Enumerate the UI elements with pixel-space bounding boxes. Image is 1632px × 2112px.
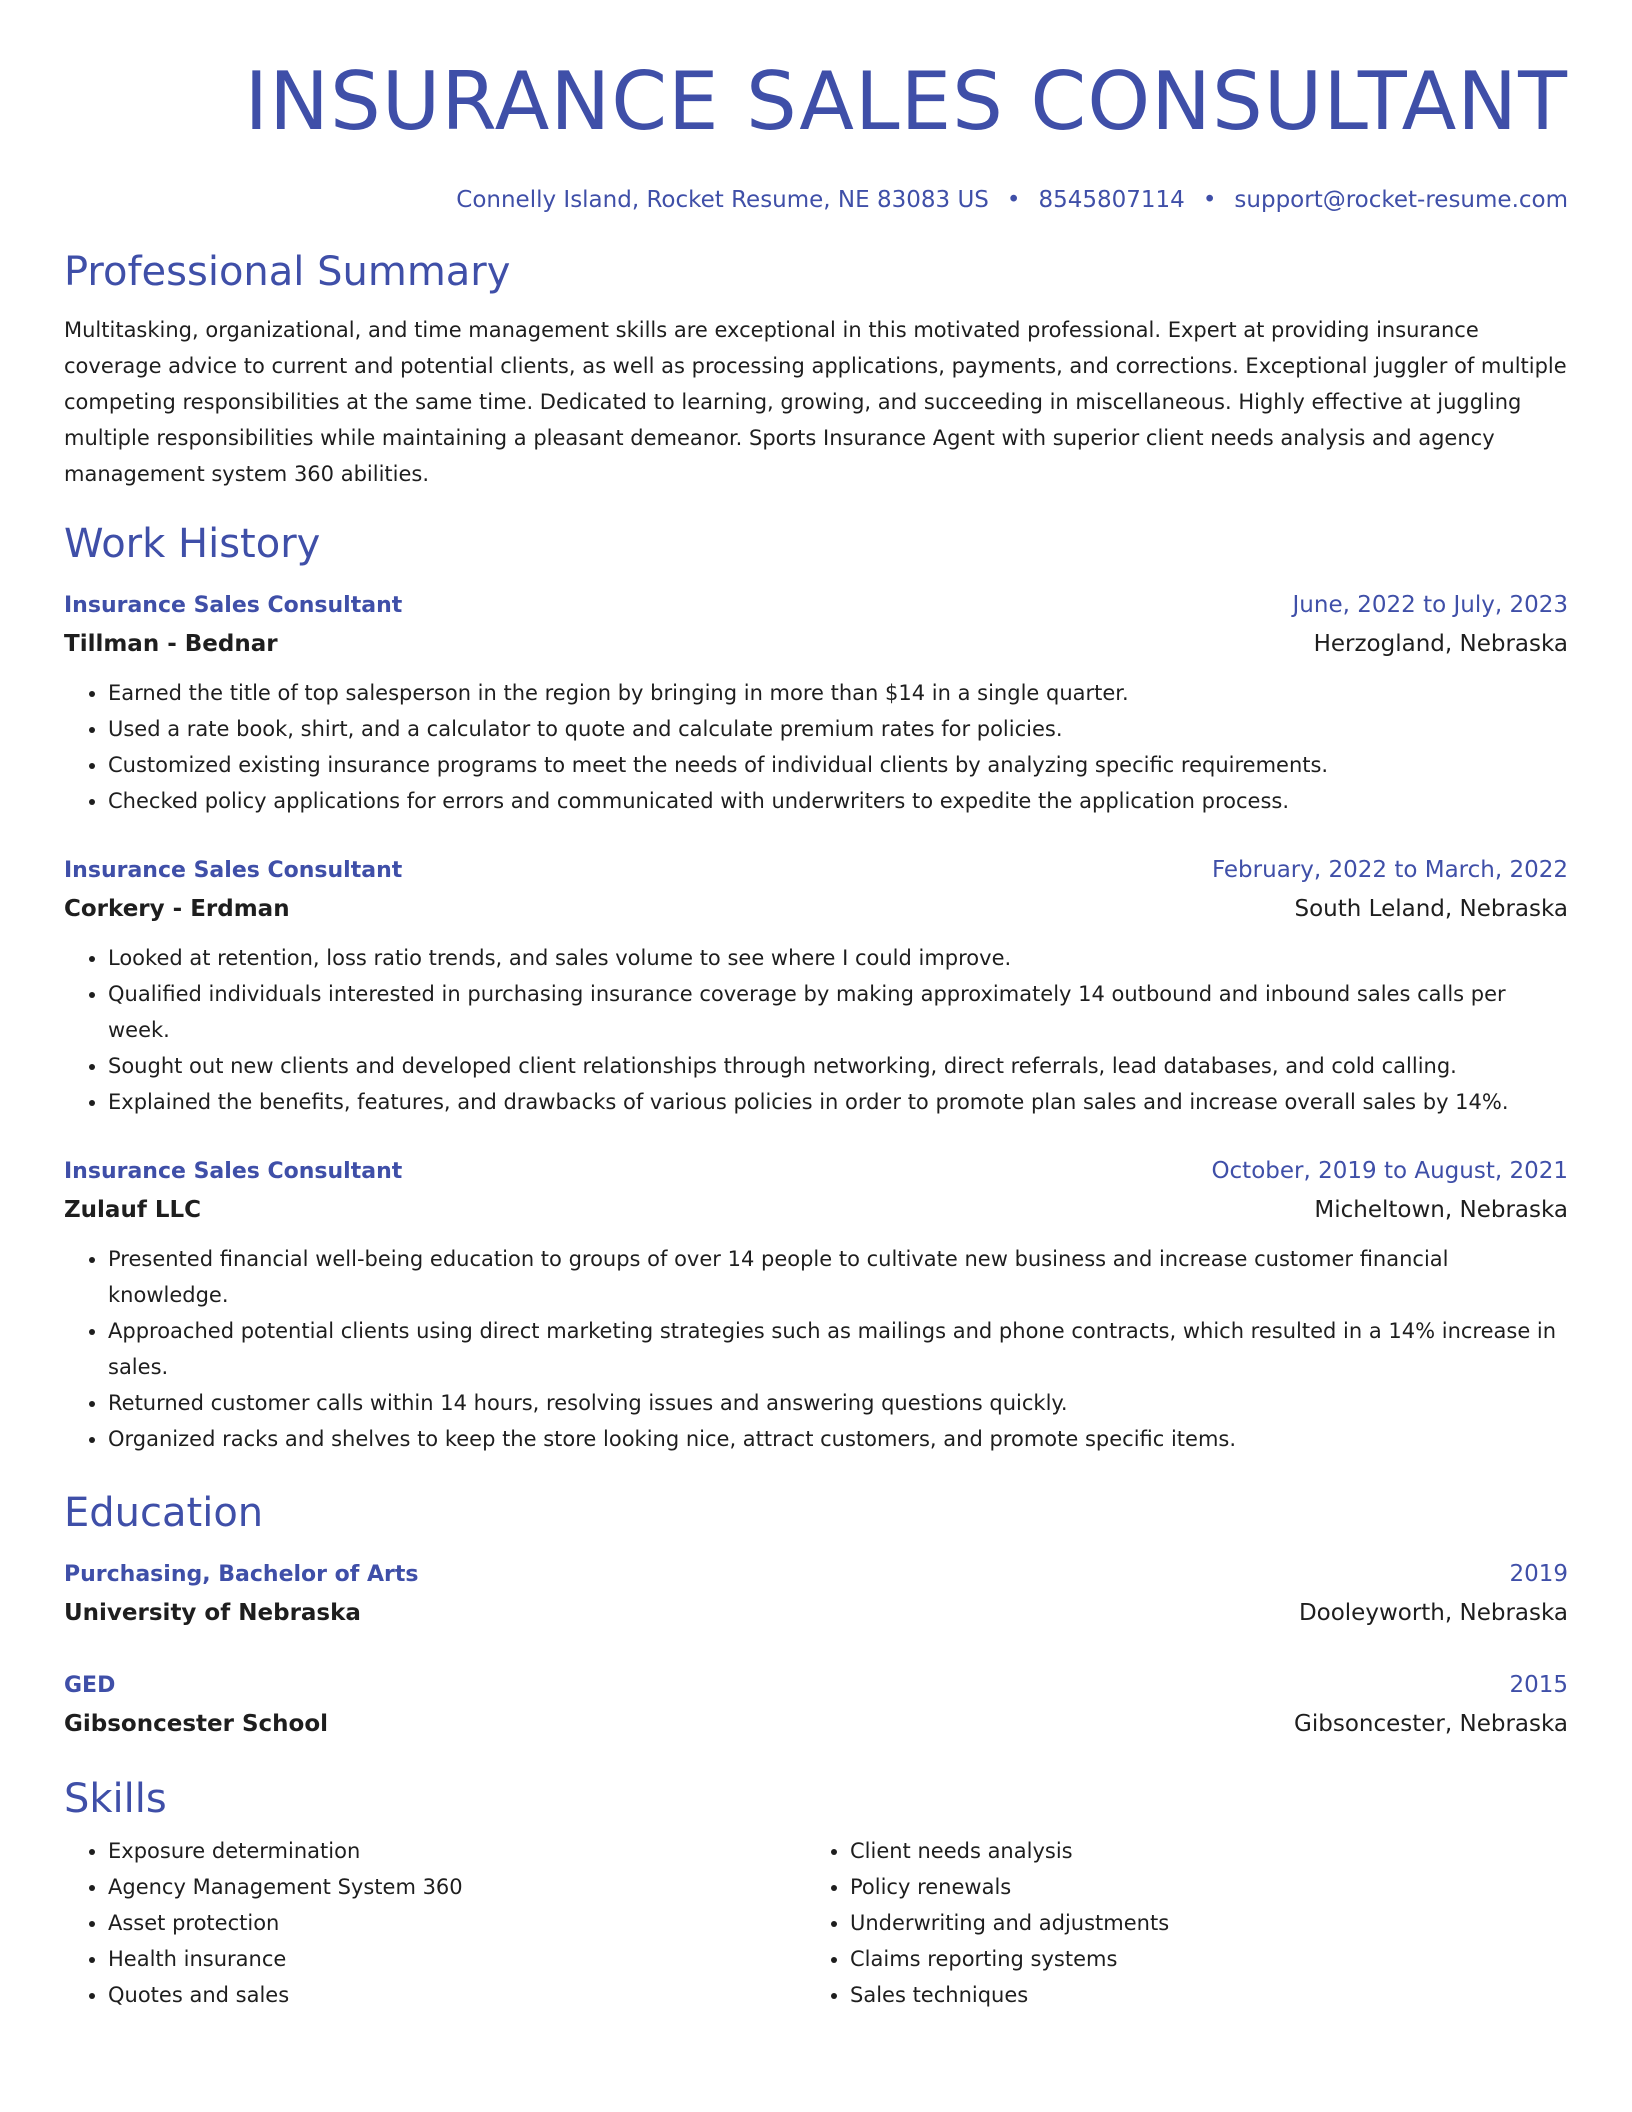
list-item: • Explained the benefits, features, and drawbacks of various policies in order to promote plan sales and increase overall sales by 14%. bbox=[108, 1084, 1568, 1120]
list-item: • Sought out new clients and developed client relationships through networking, direct referrals, lead databases, and cold calling. bbox=[108, 1048, 1568, 1084]
work-history-heading: Work History bbox=[64, 521, 321, 567]
job-company: Zulauf LLC bbox=[64, 1197, 202, 1223]
contact-address: Connelly Island, Rocket Resume, NE 83083 US bbox=[456, 187, 989, 213]
list-item: • Agency Management System 360 bbox=[108, 1869, 806, 1905]
job-bullets bbox=[64, 1241, 1568, 1457]
education-school: University of Nebraska bbox=[64, 1600, 361, 1626]
job-dates: October, 2019 to August, 2021 bbox=[1211, 1158, 1568, 1184]
job-entry bbox=[64, 1152, 1568, 1457]
list-item: • Customized existing insurance programs to meet the needs of individual clients by analyzing specific requirements. bbox=[108, 747, 1568, 783]
job-dates: February, 2022 to March, 2022 bbox=[1211, 857, 1568, 883]
list-item: • Used a rate book, shirt, and a calculator to quote and calculate premium rates for policies. bbox=[108, 711, 1568, 747]
job-entry bbox=[64, 586, 1568, 819]
summary-text: Multitasking, organizational, and time management skills are exceptional in this motivated professional. Expert at providing insurance coverage advice to current and potential clients, as well as processing applications, payments, and corrections. Exceptional juggler of multiple competing responsibilities at the same time. Dedicated to learning, growing, and succeeding in miscellaneous. Highly effective at juggling multiple responsibilities while maintaining a pleasant demeanor. Sports Insurance Agent with superior client needs analysis and agency management system 360 abilities. bbox=[64, 318, 1567, 486]
job-location: Herzogland, Nebraska bbox=[1313, 631, 1568, 657]
education-degree: Purchasing, Bachelor of Arts bbox=[64, 1562, 419, 1587]
education-heading: Education bbox=[64, 1490, 264, 1536]
education-entry bbox=[64, 1666, 1568, 1743]
job-location: Micheltown, Nebraska bbox=[1314, 1197, 1568, 1223]
list-item: • Returned customer calls within 14 hours, resolving issues and answering questions quickly. bbox=[108, 1385, 1568, 1421]
skills-columns bbox=[64, 1833, 1568, 2013]
list-item: • Quotes and sales bbox=[108, 1977, 806, 2013]
job-bullets bbox=[64, 675, 1568, 819]
education-year: 2019 bbox=[1509, 1561, 1568, 1587]
list-item: • Sales techniques bbox=[850, 1977, 1548, 2013]
job-company: Tillman - Bednar bbox=[64, 631, 278, 657]
list-item: • Approached potential clients using direct marketing strategies such as mailings and phone contracts, which resulted in a 14% increase in sales. bbox=[108, 1313, 1568, 1385]
page-title: INSURANCE SALES CONSULTANT bbox=[244, 55, 1568, 148]
contact-line bbox=[64, 184, 1568, 216]
list-item: • Looked at retention, loss ratio trends, and sales volume to see where I could improve. bbox=[108, 940, 1568, 976]
job-entry bbox=[64, 851, 1568, 1120]
job-role: Insurance Sales Consultant bbox=[64, 1159, 403, 1184]
job-role: Insurance Sales Consultant bbox=[64, 593, 403, 618]
list-item: • Asset protection bbox=[108, 1905, 806, 1941]
job-location: South Leland, Nebraska bbox=[1294, 896, 1568, 922]
contact-phone: 8545807114 bbox=[1038, 187, 1185, 213]
list-item: • Checked policy applications for errors and communicated with underwriters to expedite the application process. bbox=[108, 783, 1568, 819]
job-dates: June, 2022 to July, 2023 bbox=[1292, 592, 1568, 618]
contact-separator: • bbox=[1202, 187, 1217, 213]
list-item: • Qualified individuals interested in purchasing insurance coverage by making approximately 14 outbound and inbound sales calls per week. bbox=[108, 976, 1568, 1048]
list-item: • Organized racks and shelves to keep the store looking nice, attract customers, and promote specific items. bbox=[108, 1421, 1568, 1457]
education-location: Gibsoncester, Nebraska bbox=[1294, 1711, 1568, 1737]
skills-list-left bbox=[64, 1833, 806, 2013]
education-entry bbox=[64, 1555, 1568, 1632]
job-company: Corkery - Erdman bbox=[64, 896, 290, 922]
education-year: 2015 bbox=[1509, 1672, 1568, 1698]
list-item: • Underwriting and adjustments bbox=[850, 1905, 1548, 1941]
job-bullets bbox=[64, 940, 1568, 1120]
education-degree: GED bbox=[64, 1673, 116, 1698]
resume-page bbox=[64, 0, 1568, 2013]
list-item: • Exposure determination bbox=[108, 1833, 806, 1869]
skills-list-right bbox=[806, 1833, 1548, 2013]
education-school: Gibsoncester School bbox=[64, 1711, 329, 1737]
list-item: • Client needs analysis bbox=[850, 1833, 1548, 1869]
contact-separator: • bbox=[1006, 187, 1021, 213]
list-item: • Earned the title of top salesperson in the region by bringing in more than $14 in a single quarter. bbox=[108, 675, 1568, 711]
list-item: • Presented financial well-being education to groups of over 14 people to cultivate new business and increase customer financial knowledge. bbox=[108, 1241, 1568, 1313]
job-role: Insurance Sales Consultant bbox=[64, 858, 403, 883]
summary-heading: Professional Summary bbox=[64, 249, 511, 295]
skills-heading: Skills bbox=[64, 1776, 167, 1822]
list-item: • Claims reporting systems bbox=[850, 1941, 1548, 1977]
education-location: Dooleyworth, Nebraska bbox=[1298, 1600, 1568, 1626]
contact-email: support@rocket-resume.com bbox=[1234, 187, 1568, 213]
list-item: • Policy renewals bbox=[850, 1869, 1548, 1905]
list-item: • Health insurance bbox=[108, 1941, 806, 1977]
